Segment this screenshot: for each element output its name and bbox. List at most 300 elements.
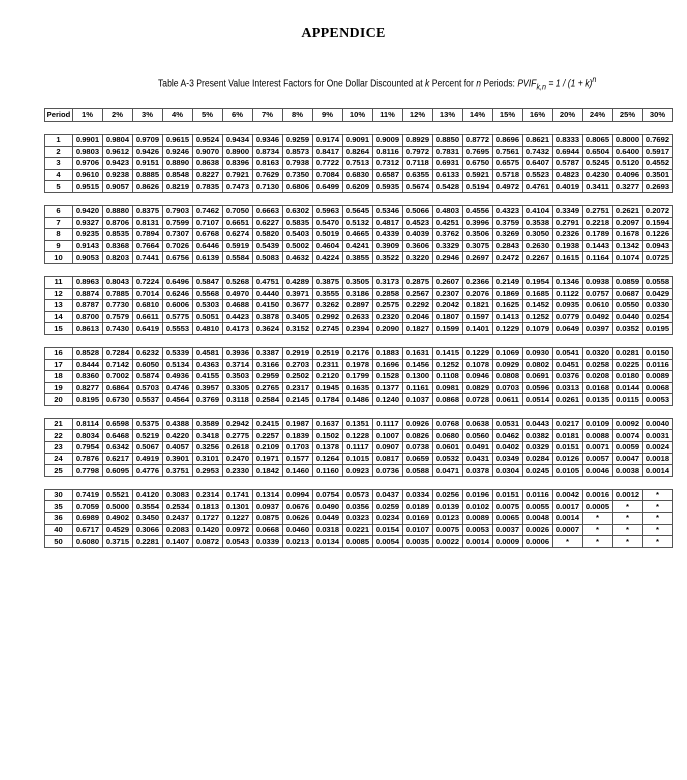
table-row: [45, 501, 673, 513]
group-spacer: [45, 334, 673, 347]
factor-cell: 0.0304: [493, 465, 523, 477]
factor-cell: 0.2534: [163, 501, 193, 513]
factor-cell: 0.3589: [193, 418, 223, 430]
factor-cell: 0.7835: [193, 181, 223, 193]
factor-cell: 0.0560: [463, 430, 493, 442]
factor-cell: 0.4339: [373, 229, 403, 241]
factor-cell: 0.7142: [103, 359, 133, 371]
factor-cell: 0.0334: [403, 489, 433, 501]
factor-cell: 0.6209: [343, 181, 373, 193]
factor-cell: 0.5703: [133, 382, 163, 394]
factor-cell: 0.7014: [133, 288, 163, 300]
factor-cell: 0.1164: [583, 252, 613, 264]
factor-cell: 0.6750: [463, 158, 493, 170]
factor-cell: 0.0440: [613, 311, 643, 323]
factor-cell: 0.9070: [193, 146, 223, 158]
factor-cell: 0.0668: [253, 524, 283, 536]
factor-cell: 0.2693: [643, 181, 673, 193]
factor-cell: 0.1443: [583, 240, 613, 252]
factor-cell: 0.2843: [493, 240, 523, 252]
factor-cell: 0.5219: [133, 430, 163, 442]
factor-cell: 0.0105: [553, 465, 583, 477]
factor-cell: 0.8114: [73, 418, 103, 430]
factor-cell: 0.2330: [223, 465, 253, 477]
factor-cell: 0.2992: [313, 311, 343, 323]
factor-cell: 0.4323: [493, 205, 523, 217]
factor-cell: 0.1378: [313, 442, 343, 454]
factor-cell: 0.1625: [493, 300, 523, 312]
factor-cell: 0.0014: [553, 513, 583, 525]
factor-cell: 0.1821: [463, 300, 493, 312]
factor-cell: 0.2697: [463, 252, 493, 264]
factor-cell: 0.7798: [73, 465, 103, 477]
factor-cell: 0.1122: [553, 288, 583, 300]
period-cell: 50: [45, 536, 73, 548]
factor-cell: 0.0431: [463, 453, 493, 465]
factor-cell: 0.0116: [643, 359, 673, 371]
factor-cell: 0.0754: [313, 489, 343, 501]
factor-cell: 0.0649: [553, 323, 583, 335]
factor-cell: 0.2470: [223, 453, 253, 465]
factor-cell: 0.0208: [583, 371, 613, 383]
factor-cell: 0.7107: [193, 217, 223, 229]
factor-cell: 0.4363: [193, 359, 223, 371]
factor-cell: 0.1252: [433, 359, 463, 371]
factor-cell: 0.2320: [373, 311, 403, 323]
factor-cell: 0.3759: [493, 217, 523, 229]
factor-cell: 0.4936: [163, 371, 193, 383]
caption-text: Table A-3 Present Value Interest Factors for One Dollar Discounted at: [158, 78, 426, 90]
factor-cell: 0.3083: [163, 489, 193, 501]
factor-cell: 0.5921: [463, 169, 493, 181]
period-cell: 12: [45, 288, 73, 300]
factor-cell: 0.1456: [403, 359, 433, 371]
factor-cell: 0.0031: [643, 430, 673, 442]
factor-cell: 0.4761: [523, 181, 553, 193]
factor-cell: 0.5917: [643, 146, 673, 158]
factor-cell: 0.0007: [553, 524, 583, 536]
table-row: [45, 217, 673, 229]
header-period: Period: [45, 109, 73, 122]
factor-cell: 0.3118: [223, 394, 253, 406]
period-cell: 20: [45, 394, 73, 406]
factor-cell: 0.0937: [253, 501, 283, 513]
factor-cell: 0.1460: [283, 465, 313, 477]
factor-cell: 0.6717: [73, 524, 103, 536]
factor-cell: 0.9235: [73, 229, 103, 241]
factor-cell: 0.0397: [583, 323, 613, 335]
factor-cell: 0.0859: [613, 276, 643, 288]
factor-cell: 0.0053: [643, 394, 673, 406]
header-rate: 5%: [193, 109, 223, 122]
factor-cell: 0.5132: [343, 217, 373, 229]
table-row: [45, 524, 673, 536]
factor-cell: 0.0907: [373, 442, 403, 454]
factor-cell: 0.3329: [433, 240, 463, 252]
factor-cell: 0.5674: [403, 181, 433, 193]
factor-cell: 0.1314: [253, 489, 283, 501]
factor-cell: 0.8929: [403, 135, 433, 147]
group-spacer: [45, 192, 673, 205]
factor-cell: 0.0826: [403, 430, 433, 442]
factor-cell: 0.1377: [373, 382, 403, 394]
factor-cell: 0.5000: [103, 501, 133, 513]
factor-cell: 0.6095: [103, 465, 133, 477]
factor-cell: 0.8163: [253, 158, 283, 170]
factor-cell: 0.0514: [523, 394, 553, 406]
factor-cell: 0.0089: [643, 371, 673, 383]
factor-cell: 0.5346: [373, 205, 403, 217]
factor-cell: 0.3220: [403, 252, 433, 264]
factor-cell: 0.4972: [493, 181, 523, 193]
header-rate: 11%: [373, 109, 403, 122]
factor-cell: 0.0281: [613, 347, 643, 359]
factor-cell: 0.1229: [463, 347, 493, 359]
factor-cell: 0.9009: [373, 135, 403, 147]
table-row: [45, 359, 673, 371]
factor-cell: 0.3875: [313, 276, 343, 288]
factor-cell: 0.0725: [643, 252, 673, 264]
factor-cell: 0.0005: [583, 501, 613, 513]
factor-cell: 0.0451: [553, 359, 583, 371]
factor-cell: 0.1594: [643, 217, 673, 229]
factor-cell: 0.9515: [73, 181, 103, 193]
factor-cell: 0.3050: [523, 229, 553, 241]
factor-cell: 0.3277: [613, 181, 643, 193]
factor-cell: 0.8706: [103, 217, 133, 229]
factor-cell: 0.9259: [283, 135, 313, 147]
factor-cell: 0.5194: [463, 181, 493, 193]
factor-cell: 0.1807: [433, 311, 463, 323]
group-spacer-cell: [45, 405, 673, 418]
factor-cell: 0.0053: [463, 524, 493, 536]
factor-cell: 0.4150: [253, 300, 283, 312]
factor-cell: 0.0376: [553, 371, 583, 383]
factor-cell: 0.0588: [403, 465, 433, 477]
header-rate: 1%: [73, 109, 103, 122]
factor-cell: 0.3909: [373, 240, 403, 252]
factor-cell: 0.0181: [553, 430, 583, 442]
factor-cell: 0.1078: [463, 359, 493, 371]
factor-cell: 0.7307: [163, 229, 193, 241]
factor-cell: *: [643, 524, 673, 536]
factor-cell: 0.1117: [373, 418, 403, 430]
factor-cell: 0.7938: [283, 158, 313, 170]
caption-k: k: [425, 78, 430, 90]
factor-cell: 0.6050: [133, 359, 163, 371]
factor-cell: 0.8116: [373, 146, 403, 158]
factor-cell: 0.9174: [313, 135, 343, 147]
table-caption: [158, 74, 596, 91]
header-rate: 8%: [283, 109, 313, 122]
factor-cell: 0.1799: [343, 371, 373, 383]
factor-cell: 0.0107: [403, 524, 433, 536]
factor-cell: 0.1007: [373, 430, 403, 442]
period-cell: 24: [45, 453, 73, 465]
factor-cell: 0.2745: [313, 323, 343, 335]
factor-cell: 0.0168: [583, 382, 613, 394]
factor-cell: 0.0151: [493, 489, 523, 501]
factor-cell: 0.4173: [223, 323, 253, 335]
factor-cell: 0.5874: [133, 371, 163, 383]
factor-cell: 0.3855: [343, 252, 373, 264]
factor-cell: 0.1577: [283, 453, 313, 465]
factor-cell: 0.5403: [283, 229, 313, 241]
factor-cell: 0.6730: [103, 394, 133, 406]
factor-cell: 0.0047: [613, 453, 643, 465]
period-cell: 18: [45, 371, 73, 383]
factor-cell: 0.0065: [493, 513, 523, 525]
factor-cell: 0.6504: [583, 146, 613, 158]
table-row: [45, 513, 673, 525]
period-cell: 36: [45, 513, 73, 525]
factor-cell: 0.0017: [553, 501, 583, 513]
factor-cell: 0.7118: [403, 158, 433, 170]
factor-cell: *: [643, 501, 673, 513]
factor-cell: 0.5303: [193, 300, 223, 312]
factor-cell: 0.7972: [403, 146, 433, 158]
factor-cell: 0.0638: [463, 418, 493, 430]
factor-cell: 0.0042: [553, 489, 583, 501]
factor-cell: 0.9091: [343, 135, 373, 147]
factor-cell: 0.9143: [73, 240, 103, 252]
factor-cell: 0.0189: [403, 501, 433, 513]
factor-cell: 0.7561: [493, 146, 523, 158]
factor-cell: 0.1264: [313, 453, 343, 465]
factor-cell: 0.0352: [613, 323, 643, 335]
header-rate: 30%: [643, 109, 673, 122]
factor-cell: 0.3450: [133, 513, 163, 525]
factor-cell: 0.0829: [463, 382, 493, 394]
period-cell: 40: [45, 524, 73, 536]
factor-cell: 0.7692: [643, 135, 673, 147]
table-row: [45, 135, 673, 147]
factor-cell: 0.0054: [373, 536, 403, 548]
factor-cell: 0.7831: [433, 146, 463, 158]
factor-cell: 0.7921: [223, 169, 253, 181]
factor-cell: 0.3901: [163, 453, 193, 465]
factor-cell: 0.3996: [463, 217, 493, 229]
factor-cell: 0.0057: [583, 453, 613, 465]
factor-cell: 0.6468: [103, 430, 133, 442]
factor-cell: 0.4823: [553, 169, 583, 181]
header-rate: 10%: [343, 109, 373, 122]
factor-cell: 0.5470: [313, 217, 343, 229]
factor-cell: 0.0981: [433, 382, 463, 394]
factor-cell: 0.2176: [343, 347, 373, 359]
factor-cell: *: [613, 501, 643, 513]
factor-cell: 0.2218: [583, 217, 613, 229]
period-cell: 19: [45, 382, 73, 394]
caption-formula-superscript: n: [592, 74, 597, 84]
factor-cell: 0.2042: [433, 300, 463, 312]
factor-cell: 0.6446: [193, 240, 223, 252]
header-rate: 24%: [583, 109, 613, 122]
header-rate: 2%: [103, 109, 133, 122]
factor-cell: 0.7059: [73, 501, 103, 513]
factor-cell: 0.0611: [493, 394, 523, 406]
factor-cell: 0.1452: [523, 300, 553, 312]
factor-cell: 0.1978: [343, 359, 373, 371]
factor-cell: 0.7026: [163, 240, 193, 252]
factor-cell: 0.0946: [463, 371, 493, 383]
factor-cell: 0.0254: [643, 311, 673, 323]
factor-cell: 0.2145: [283, 394, 313, 406]
factor-cell: 0.4529: [103, 524, 133, 536]
factor-cell: 0.2575: [373, 300, 403, 312]
factor-cell: 0.2959: [253, 371, 283, 383]
factor-cell: 0.5120: [613, 158, 643, 170]
factor-cell: 0.6756: [163, 252, 193, 264]
factor-cell: 0.4224: [313, 252, 343, 264]
factor-cell: 0.5935: [373, 181, 403, 193]
factor-cell: 0.1069: [493, 347, 523, 359]
factor-cell: 0.7432: [523, 146, 553, 158]
factor-cell: 0.9706: [73, 158, 103, 170]
factor-cell: 0.3269: [493, 229, 523, 241]
factor-cell: 0.1813: [193, 501, 223, 513]
factor-cell: 0.9238: [103, 169, 133, 181]
factor-cell: 0.5645: [343, 205, 373, 217]
factor-cell: 0.6864: [103, 382, 133, 394]
factor-cell: 0.0929: [493, 359, 523, 371]
factor-cell: 0.4604: [313, 240, 343, 252]
factor-cell: 0.0109: [583, 418, 613, 430]
factor-cell: 0.9434: [223, 135, 253, 147]
factor-cell: 0.6931: [433, 158, 463, 170]
factor-cell: 0.0217: [553, 418, 583, 430]
period-cell: 10: [45, 252, 73, 264]
factor-cell: 0.5820: [253, 229, 283, 241]
factor-cell: 0.6133: [433, 169, 463, 181]
factor-cell: 0.1015: [343, 453, 373, 465]
factor-cell: 0.0610: [583, 300, 613, 312]
factor-cell: 0.1074: [613, 252, 643, 264]
factor-cell: 0.5847: [193, 276, 223, 288]
factor-cell: 0.2765: [253, 382, 283, 394]
factor-cell: 0.8219: [163, 181, 193, 193]
factor-cell: 0.5019: [313, 229, 343, 241]
factor-cell: 0.6768: [193, 229, 223, 241]
factor-cell: 0.7730: [103, 300, 133, 312]
header-rate: 3%: [133, 109, 163, 122]
factor-cell: 0.5919: [223, 240, 253, 252]
period-cell: 9: [45, 240, 73, 252]
factor-cell: 0.3624: [253, 323, 283, 335]
factor-cell: 0.0490: [313, 501, 343, 513]
factor-cell: 0.1227: [223, 513, 253, 525]
factor-cell: 0.1599: [433, 323, 463, 335]
factor-cell: 0.0195: [643, 323, 673, 335]
factor-cell: 0.2567: [403, 288, 433, 300]
factor-cell: 0.4817: [373, 217, 403, 229]
factor-cell: 0.0016: [583, 489, 613, 501]
factor-cell: 0.6342: [103, 442, 133, 454]
factor-cell: *: [613, 536, 643, 548]
factor-cell: 0.0736: [373, 465, 403, 477]
factor-cell: 0.6810: [133, 300, 163, 312]
factor-cell: 0.1954: [523, 276, 553, 288]
factor-cell: 0.1528: [373, 371, 403, 383]
factor-cell: 0.2326: [553, 229, 583, 241]
factor-cell: 0.0071: [583, 442, 613, 454]
factor-cell: 0.6989: [73, 513, 103, 525]
factor-cell: 0.0038: [613, 465, 643, 477]
factor-cell: 0.0055: [523, 501, 553, 513]
table-row: [45, 288, 673, 300]
factor-cell: 0.7722: [313, 158, 343, 170]
factor-cell: 0.6598: [103, 418, 133, 430]
factor-cell: 0.0014: [643, 465, 673, 477]
factor-cell: 0.7579: [103, 311, 133, 323]
factor-cell: 0.2633: [343, 311, 373, 323]
factor-cell: 0.8874: [73, 288, 103, 300]
table-row: [45, 418, 673, 430]
factor-cell: 0.3971: [283, 288, 313, 300]
factor-cell: 0.1635: [343, 382, 373, 394]
factor-cell: 0.9524: [193, 135, 223, 147]
period-cell: 13: [45, 300, 73, 312]
pvif-table: [44, 108, 673, 548]
factor-cell: 0.0040: [643, 418, 673, 430]
factor-cell: 0.0923: [343, 465, 373, 477]
factor-cell: 0.1741: [223, 489, 253, 501]
factor-cell: 0.7894: [133, 229, 163, 241]
factor-cell: 0.0102: [463, 501, 493, 513]
factor-cell: 0.0728: [463, 394, 493, 406]
factor-cell: 0.0550: [613, 300, 643, 312]
factor-cell: 0.5584: [223, 252, 253, 264]
factor-cell: 0.3166: [253, 359, 283, 371]
period-cell: 15: [45, 323, 73, 335]
factor-cell: 0.3714: [223, 359, 253, 371]
factor-cell: 0.3751: [163, 465, 193, 477]
factor-cell: 0.8131: [133, 217, 163, 229]
caption-tail: Periods:: [480, 78, 518, 90]
factor-cell: 0.4810: [193, 323, 223, 335]
factor-cell: 0.0532: [433, 453, 463, 465]
factor-cell: 0.8535: [103, 229, 133, 241]
factor-cell: 0.0872: [193, 536, 223, 548]
factor-cell: 0.7599: [163, 217, 193, 229]
table-row: [45, 430, 673, 442]
factor-cell: 0.4104: [523, 205, 553, 217]
factor-cell: 0.5066: [403, 205, 433, 217]
factor-cell: 0.3075: [463, 240, 493, 252]
factor-cell: 0.8000: [613, 135, 643, 147]
factor-cell: 0.0035: [403, 536, 433, 548]
factor-cell: 0.6944: [553, 146, 583, 158]
header-rate: 12%: [403, 109, 433, 122]
factor-cell: 0.1415: [433, 347, 463, 359]
factor-cell: 0.3173: [373, 276, 403, 288]
factor-cell: 0.3387: [253, 347, 283, 359]
factor-cell: 0.8696: [493, 135, 523, 147]
factor-cell: 0.2083: [163, 524, 193, 536]
factor-cell: 0.7224: [133, 276, 163, 288]
factor-cell: 0.2090: [373, 323, 403, 335]
factor-cell: 0.2076: [463, 288, 493, 300]
factor-cell: 0.4552: [643, 158, 673, 170]
period-cell: 4: [45, 169, 73, 181]
factor-cell: 0.0443: [523, 418, 553, 430]
factor-cell: 0.0868: [433, 394, 463, 406]
factor-cell: 0.6575: [493, 158, 523, 170]
factor-cell: 0.0994: [283, 489, 313, 501]
factor-cell: 0.1789: [583, 229, 613, 241]
period-cell: 30: [45, 489, 73, 501]
factor-cell: 0.1869: [493, 288, 523, 300]
